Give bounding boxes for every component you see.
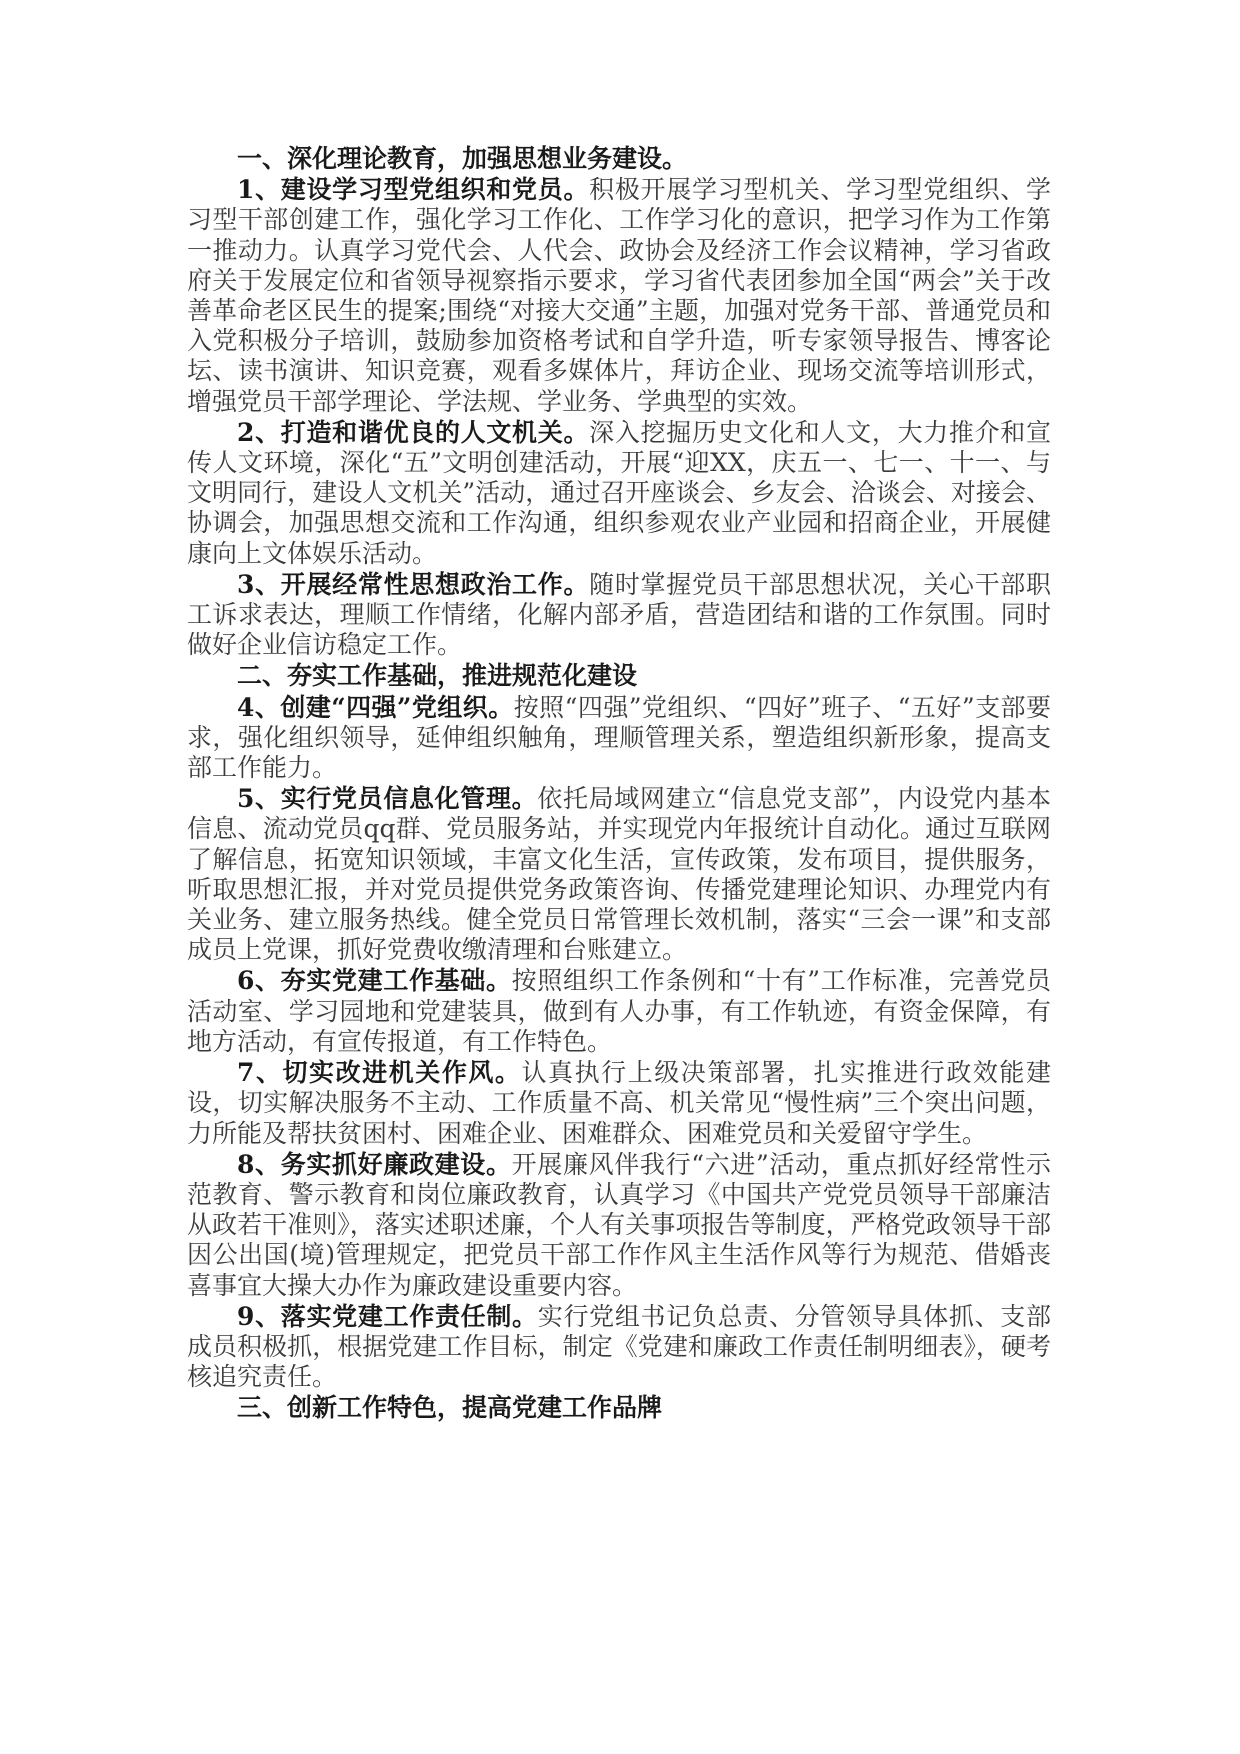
- item-title: 6、夯实党建工作基础。: [237, 966, 512, 996]
- section-heading-3: 三、创新工作特色，提高党建工作品牌: [237, 1393, 663, 1423]
- section-heading-1: 一、深化理论教育，加强思想业务建设。: [237, 144, 688, 173]
- item-title: 1、建设学习型党组织和党员。: [237, 175, 590, 205]
- paragraph-item-2: [187, 418, 1051, 569]
- item-body: 积极开展学习型机关、学习型党组织、学习型干部创建工作，强化学习工作化、工作学习化的意识，把学习作为工作第一推动力。认真学习党代会、人代会、政协会及经济工作会议精神，学习省政府关于发展定位和省领导视察指示要求，学习省代表团参加全国“两会”关于改善革命老区民生的提案;围绕“对接大交通”主题，加强对党务干部、普通党员和入党积极分子培训，鼓励参加资格考试和自学升造，听专家领导报告、博客论坛、读书演讲、知识竞赛，观看多媒体片，拜访企业、现场交流等培训形式，增强党员干部学理论、学法规、学业务、学典型的实效。: [187, 175, 1051, 416]
- item-body: 随时掌握党员干部思想状况，关心干部职工诉求表达，理顺工作情绪，化解内部矛盾，营造团结和谐的工作氛围。同时做好企业信访稳定工作。: [187, 569, 1051, 660]
- item-body: 依托局域网建立“信息党支部”，内设党内基本信息、流动党员qq群、党员服务站，并实现党内年报统计自动化。通过互联网了解信息，拓宽知识领域，丰富文化生活，宣传政策，发布项目，提供服务，听取思想汇报，并对党员提供党务政策咨询、传播党建理论知识、办理党内有关业务、建立服务热线。健全党员日常管理长效机制，落实“三会一课”和支部成员上党课，抓好党费收缴清理和台账建立。: [187, 784, 1051, 965]
- item-title: 9、落实党建工作责任制。: [237, 1301, 538, 1331]
- document-page: [187, 144, 1051, 1425]
- item-title: 5、实行党员信息化管理。: [237, 784, 538, 814]
- item-title: 4、创建“四强”党组织。: [237, 692, 514, 722]
- item-title: 3、开展经常性思想政治工作。: [237, 569, 590, 599]
- paragraph-item-4: [187, 693, 1051, 784]
- item-title: 7、切实改进机关作风。: [237, 1058, 522, 1088]
- paragraph-item-6: [187, 966, 1051, 1057]
- item-body: 按照“四强”党组织、“四好”班子、“五好”支部要求，强化组织领导，延伸组织触角，理顺管理关系，塑造组织新形象，提高支部工作能力。: [187, 692, 1052, 783]
- item-body: 开展廉风伴我行“六进”活动，重点抓好经常性示范教育、警示教育和岗位廉政教育，认真学习《中国共产党党员领导干部廉洁从政若干准则》，落实述职述廉，个人有关事项报告等制度，严格党政领导干部因公出国(境)管理规定，把党员干部工作作风主生活作风等行为规范、借婚丧喜事宜大操大办作为廉政建设重要内容。: [187, 1149, 1051, 1300]
- paragraph-item-9: [187, 1302, 1051, 1393]
- item-body: 深入挖掘历史文化和人文，大力推介和宣传人文环境，深化“五”文明创建活动，开展“迎XX，庆五一、七一、十一、与文明同行，建设人文机关”活动，通过召开座谈会、乡友会、洽谈会、对接会、协调会，加强思想交流和工作沟通，组织参观农业产业园和招商企业，开展健康向上文体娱乐活动。: [187, 417, 1051, 568]
- paragraph-item-8: [187, 1150, 1051, 1301]
- item-body: 按照组织工作条例和“十有”工作标准，完善党员活动室、学习园地和党建装具，做到有人办事，有工作轨迹，有资金保障，有地方活动，有宣传报道，有工作特色。: [187, 966, 1051, 1056]
- item-title: 2、打造和谐优良的人文机关。: [237, 417, 590, 447]
- paragraph-item-7: [187, 1058, 1051, 1149]
- paragraph-item-3: [187, 570, 1051, 661]
- item-title: 8、务实抓好廉政建设。: [237, 1149, 512, 1179]
- item-body: 实行党组书记负总责、分管领导具体抓、支部成员积极抓，根据党建工作目标，制定《党建和廉政工作责任制明细表》，硬考核追究责任。: [187, 1301, 1051, 1392]
- item-body: 认真执行上级决策部署，扎实推进行政效能建设，切实解决服务不主动、工作质量不高、机关常见“慢性病”三个突出问题，力所能及帮扶贫困村、困难企业、困难群众、困难党员和关爱留守学生。: [187, 1058, 1051, 1148]
- paragraph-item-5: [187, 784, 1051, 965]
- paragraph-item-1: [187, 175, 1051, 417]
- section-heading-2: 二、夯实工作基础，推进规范化建设: [237, 661, 638, 691]
